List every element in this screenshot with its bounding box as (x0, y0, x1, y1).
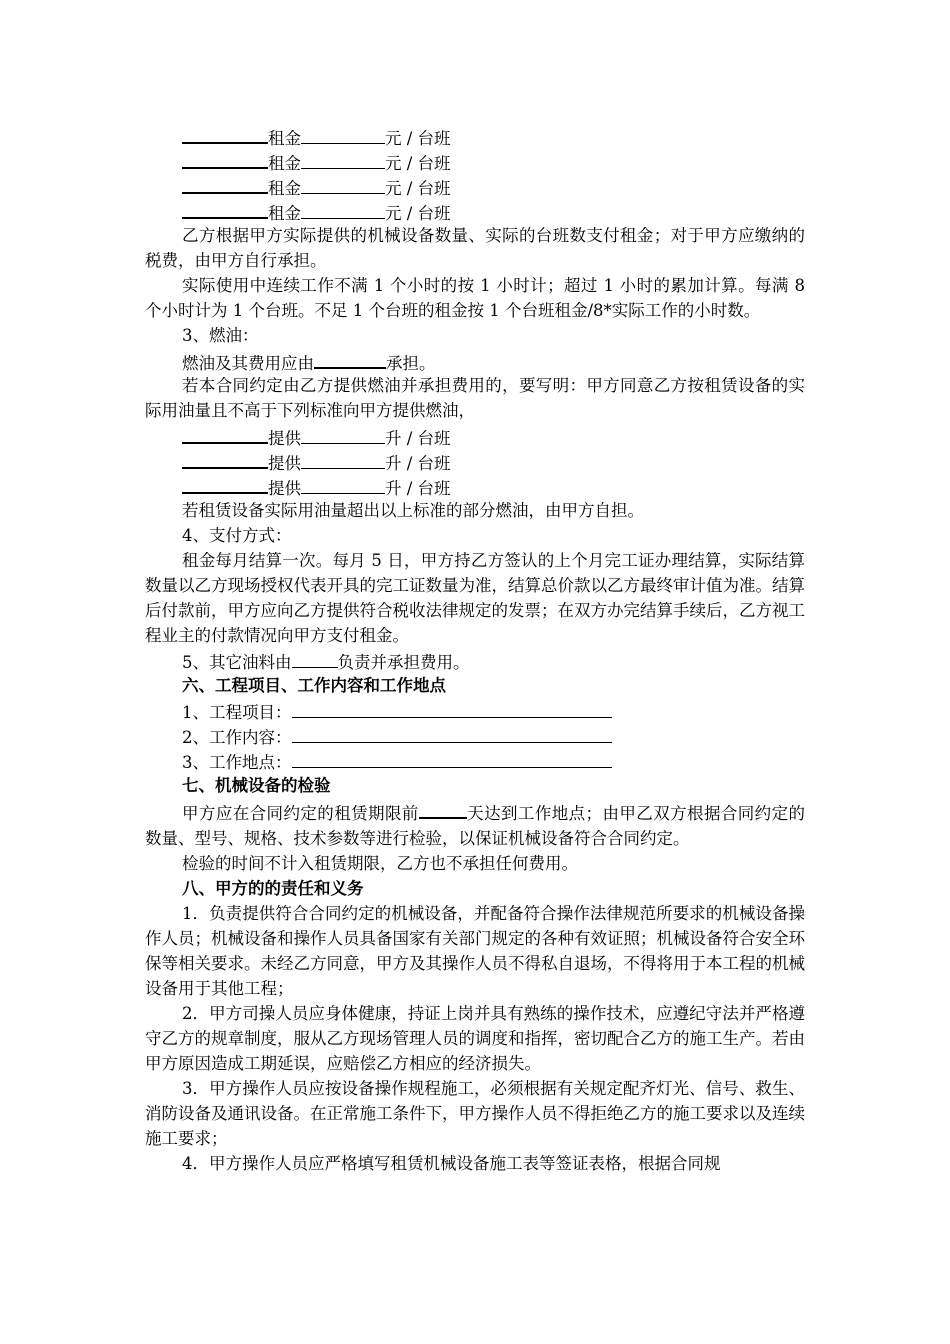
project-item-blank[interactable] (292, 698, 612, 718)
fuel-excess-line: 若租赁设备实际用油量超出以上标准的部分燃油，由甲方自担。 (182, 501, 644, 520)
rent-amount-blank[interactable] (301, 174, 385, 194)
payment-paragraph: 租金每月结算一次。每月 5 日，甲方持乙方签认的上个月完工证办理结算，实际结算数量以乙方现场授权代表开具的完工证数量为准，结算总价款以乙方最终审计值为准。结算后付款前，甲方应向乙方提供符合税收法律规定的发票；在双方办完结算手续后，乙方视工程业主的付款情况向甲方支付租金。 (145, 551, 805, 645)
fuel-item-blank[interactable] (182, 423, 268, 444)
work-content-blank[interactable] (292, 723, 612, 743)
rent-unit: 元 / 台班 (385, 129, 451, 148)
rent-unit: 元 / 台班 (385, 154, 451, 173)
rent-label: 租金 (268, 179, 301, 198)
fuel-unit: 升 / 台班 (385, 429, 451, 448)
duty-item: 3．甲方操作人员应按设备操作规程施工，必须根据有关规定配齐灯光、信号、救生、消防设备及通讯设备。在正常施工条件下，甲方操作人员不得拒绝乙方的施工要求以及连续施工要求； (145, 1079, 805, 1148)
fuel-provide-label: 提供 (268, 429, 301, 448)
duty-item: 4．甲方操作人员应严格填写租赁机械设备施工表等签证表格，根据合同规 (182, 1154, 721, 1173)
fuel-cost-suffix: 承担。 (386, 354, 436, 373)
rent-item-blank[interactable] (182, 173, 268, 194)
rent-unit: 元 / 台班 (385, 204, 451, 223)
inspection-prefix: 甲方应在合同约定的租赁期限前 (182, 804, 419, 823)
section-7-heading: 七、机械设备的检验 (182, 776, 331, 795)
rent-amount-blank[interactable] (301, 149, 385, 169)
fuel-provide-paragraph: 若本合同约定由乙方提供燃油并承担费用的，要写明：甲方同意乙方按租赁设备的实际用油量且不高于下列标准向甲方提供燃油， (145, 376, 805, 420)
rent-line (145, 173, 805, 198)
work-content-line (145, 723, 805, 748)
fuel-amount-blank[interactable] (301, 449, 385, 469)
other-oil-blank[interactable] (292, 648, 338, 668)
rent-line (145, 148, 805, 173)
section-6-heading: 六、工程项目、工作内容和工作地点 (182, 676, 446, 695)
duty-item: 2．甲方司操人员应身体健康，持证上岗并具有熟练的操作技术，应遵纪守法并严格遵守乙方的规章制度，服从乙方现场管理人员的调度和指挥，密切配合乙方的施工生产。若由甲方原因造成工期延误，应赔偿乙方相应的经济损失。 (145, 1004, 805, 1073)
inspection-paragraph (145, 798, 805, 851)
rent-line (145, 123, 805, 148)
other-oil-suffix: 负责并承担费用。 (337, 653, 470, 672)
fuel-item-blank[interactable] (182, 473, 268, 494)
rent-label: 租金 (268, 129, 301, 148)
fuel-amount-blank[interactable] (301, 474, 385, 494)
rent-amount-blank[interactable] (301, 199, 385, 219)
fuel-unit: 升 / 台班 (385, 479, 451, 498)
fuel-amount-blank[interactable] (301, 424, 385, 444)
fuel-provide-line (145, 423, 805, 448)
rent-amount-blank[interactable] (301, 124, 385, 144)
hours-paragraph: 实际使用中连续工作不满 1 个小时的按 1 小时计；超过 1 小时的累加计算。每满 8 个小时计为 1 个台班。不足 1 个台班的租金按 1 个台班租金/8*实际工作的小时数。 (145, 276, 805, 320)
fuel-provide-label: 提供 (268, 454, 301, 473)
project-item-line (145, 698, 805, 723)
work-location-label: 3、工作地点： (182, 753, 292, 772)
other-oil-line (145, 648, 805, 673)
work-content-label: 2、工作内容： (182, 728, 292, 747)
rent-item-blank[interactable] (182, 123, 268, 144)
rent-label: 租金 (268, 204, 301, 223)
inspection-days-blank[interactable] (419, 798, 467, 819)
inspection-suffix: 天达到工作地点；由甲乙双方根据合同约定的数量、型号、规格、技术参数等进行检验，以保证机械设备符合合同约定。 (145, 804, 806, 848)
fuel-item-blank[interactable] (182, 448, 268, 469)
fuel-cost-line (145, 348, 805, 373)
rent-line (145, 198, 805, 223)
fuel-provide-label: 提供 (268, 479, 301, 498)
fuel-provide-line (145, 448, 805, 473)
project-item-label: 1、工程项目： (182, 703, 292, 722)
inspection-time-paragraph: 检验的时间不计入租赁期限，乙方也不承担任何费用。 (182, 854, 578, 873)
rent-payment-paragraph: 乙方根据甲方实际提供的机械设备数量、实际的台班数支付租金；对于甲方应缴纳的税费，由甲方自行承担。 (145, 226, 805, 270)
work-location-blank[interactable] (292, 748, 612, 768)
rent-item-blank[interactable] (182, 148, 268, 169)
fuel-provide-line (145, 473, 805, 498)
rent-label: 租金 (268, 154, 301, 173)
section-8-heading: 八、甲方的的责任和义务 (182, 879, 364, 898)
work-location-line (145, 748, 805, 773)
fuel-unit: 升 / 台班 (385, 454, 451, 473)
other-oil-prefix: 5、其它油料由 (182, 653, 292, 672)
fuel-cost-prefix: 燃油及其费用应由 (182, 354, 314, 373)
rent-item-blank[interactable] (182, 198, 268, 219)
duty-item: 1．负责提供符合合同约定的机械设备，并配备符合操作法律规范所要求的机械设备操作人员；机械设备和操作人员具备国家有关部门规定的各种有效证照；机械设备符合安全环保等相关要求。未经乙方同意，甲方及其操作人员不得私自退场，不得将用于本工程的机械设备用于其他工程； (145, 904, 805, 998)
fuel-cost-blank[interactable] (314, 348, 386, 369)
contract-body (145, 123, 805, 1176)
fuel-heading: 3、燃油： (182, 326, 259, 345)
rent-unit: 元 / 台班 (385, 179, 451, 198)
payment-heading: 4、支付方式： (182, 526, 292, 545)
